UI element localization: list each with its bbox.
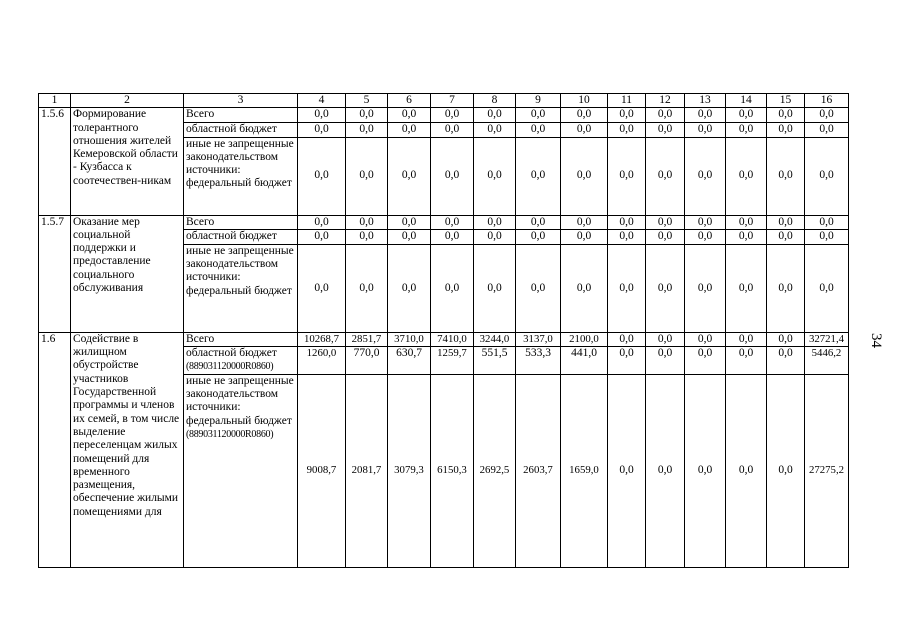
value-cell: 0,0 [474,137,516,215]
value-cell: 0,0 [685,108,726,122]
row-name: Формирование толерантного отношения жителей Кемеровской области - Кузбасса к соотечествен-никам [71,108,184,215]
value-cell: 0,0 [516,137,561,215]
column-header: 14 [726,94,767,108]
page-number: 34 [868,333,884,348]
value-cell: 0,0 [726,374,767,567]
value-cell: 0,0 [346,229,388,244]
value-cell: 0,0 [346,215,388,229]
value-cell: 0,0 [298,229,346,244]
value-cell: 0,0 [685,137,726,215]
value-cell: 0,0 [685,229,726,244]
value-cell: 0,0 [431,108,474,122]
value-cell: 0,0 [346,122,388,137]
funding-source [184,244,298,332]
value-cell: 0,0 [646,108,685,122]
funding-source [184,347,298,375]
value-cell: 0,0 [646,122,685,137]
value-cell: 0,0 [516,229,561,244]
funding-source-label: Всего [186,215,215,228]
value-cell: 1259,7 [431,347,474,375]
value-cell: 0,0 [474,108,516,122]
value-cell: 0,0 [767,215,805,229]
value-cell: 9008,7 [298,374,346,567]
funding-source-code: (889031120000R0860) [186,361,274,373]
value-cell: 630,7 [388,347,431,375]
funding-source-label: Всего [186,332,215,345]
funding-source-label: иные не запрещенные законодательством источники: федеральный бюджет [186,244,294,297]
funding-source-label: иные не запрещенные законодательством источники: федеральный бюджет [186,137,294,190]
header-row [39,94,849,108]
funding-source-label: областной бюджет [186,122,277,135]
value-cell: 0,0 [516,108,561,122]
value-cell: 32721,4 [805,332,849,346]
value-cell: 0,0 [767,108,805,122]
column-header: 2 [71,94,184,108]
table-row [39,108,849,122]
value-cell: 0,0 [346,108,388,122]
value-cell: 2851,7 [346,332,388,346]
value-cell: 0,0 [431,244,474,332]
value-cell: 0,0 [561,229,608,244]
column-header: 3 [184,94,298,108]
value-cell: 0,0 [726,244,767,332]
value-cell: 0,0 [346,244,388,332]
value-cell: 0,0 [767,244,805,332]
value-cell: 10268,7 [298,332,346,346]
column-header: 6 [388,94,431,108]
value-cell: 0,0 [726,122,767,137]
funding-source-code: (889031120000R0860) [186,428,274,440]
value-cell: 0,0 [608,137,646,215]
value-cell: 3244,0 [474,332,516,346]
column-header: 9 [516,94,561,108]
value-cell: 0,0 [298,108,346,122]
funding-source-label: иные не запрещенные законодательством источники: федеральный бюджет [186,374,294,427]
value-cell: 3079,3 [388,374,431,567]
column-header: 7 [431,94,474,108]
value-cell: 1659,0 [561,374,608,567]
column-header: 16 [805,94,849,108]
value-cell: 0,0 [608,374,646,567]
value-cell: 0,0 [388,108,431,122]
value-cell: 0,0 [646,332,685,346]
value-cell: 0,0 [608,108,646,122]
value-cell: 0,0 [767,137,805,215]
value-cell: 0,0 [298,122,346,137]
value-cell: 533,3 [516,347,561,375]
value-cell: 5446,2 [805,347,849,375]
value-cell: 0,0 [767,332,805,346]
value-cell: 0,0 [726,347,767,375]
value-cell: 0,0 [685,374,726,567]
value-cell: 27275,2 [805,374,849,567]
value-cell: 0,0 [646,215,685,229]
column-header: 10 [561,94,608,108]
column-header: 11 [608,94,646,108]
value-cell: 2603,7 [516,374,561,567]
value-cell: 0,0 [685,122,726,137]
funding-source [184,332,298,346]
value-cell: 0,0 [608,332,646,346]
value-cell: 0,0 [516,122,561,137]
value-cell: 0,0 [726,108,767,122]
funding-source [184,229,298,244]
funding-source-label: областной бюджет [186,347,277,360]
value-cell: 0,0 [431,122,474,137]
value-cell: 0,0 [685,244,726,332]
value-cell: 0,0 [608,244,646,332]
value-cell: 2692,5 [474,374,516,567]
value-cell: 0,0 [608,215,646,229]
funding-source-label: Всего [186,108,215,121]
column-header: 1 [39,94,71,108]
value-cell: 7410,0 [431,332,474,346]
value-cell: 0,0 [608,347,646,375]
column-header: 8 [474,94,516,108]
value-cell: 0,0 [388,137,431,215]
value-cell: 0,0 [767,122,805,137]
value-cell: 0,0 [561,215,608,229]
value-cell: 6150,3 [431,374,474,567]
value-cell: 0,0 [805,137,849,215]
value-cell: 0,0 [646,374,685,567]
table-row [39,332,849,346]
value-cell: 0,0 [388,215,431,229]
funding-source [184,374,298,567]
funding-source-label: областной бюджет [186,229,277,242]
value-cell: 0,0 [646,347,685,375]
value-cell: 0,0 [474,244,516,332]
value-cell: 0,0 [767,229,805,244]
value-cell: 0,0 [608,229,646,244]
value-cell: 0,0 [561,137,608,215]
row-code: 1.6 [39,332,71,567]
value-cell: 3137,0 [516,332,561,346]
value-cell: 0,0 [516,244,561,332]
funding-source [184,215,298,229]
table-row [39,215,849,229]
column-header: 5 [346,94,388,108]
value-cell: 0,0 [726,332,767,346]
value-cell: 0,0 [805,108,849,122]
value-cell: 0,0 [298,137,346,215]
value-cell: 0,0 [608,122,646,137]
column-header: 4 [298,94,346,108]
value-cell: 1260,0 [298,347,346,375]
value-cell: 0,0 [726,229,767,244]
value-cell: 0,0 [474,229,516,244]
value-cell: 0,0 [646,137,685,215]
value-cell: 0,0 [646,229,685,244]
value-cell: 0,0 [767,347,805,375]
column-header: 12 [646,94,685,108]
value-cell: 0,0 [805,215,849,229]
value-cell: 0,0 [646,244,685,332]
value-cell: 0,0 [685,215,726,229]
value-cell: 3710,0 [388,332,431,346]
value-cell: 0,0 [298,244,346,332]
value-cell: 0,0 [388,244,431,332]
value-cell: 0,0 [685,347,726,375]
value-cell: 551,5 [474,347,516,375]
value-cell: 0,0 [516,215,561,229]
funding-source [184,108,298,122]
value-cell: 441,0 [561,347,608,375]
value-cell: 0,0 [431,137,474,215]
row-name: Оказание мер социальной поддержки и предоставление социального обслуживания [71,215,184,332]
value-cell: 2081,7 [346,374,388,567]
value-cell: 0,0 [561,108,608,122]
value-cell: 0,0 [431,229,474,244]
value-cell: 770,0 [346,347,388,375]
value-cell: 0,0 [726,137,767,215]
value-cell: 0,0 [805,244,849,332]
value-cell: 0,0 [805,122,849,137]
value-cell: 0,0 [431,215,474,229]
value-cell: 2100,0 [561,332,608,346]
value-cell: 0,0 [474,215,516,229]
funding-source [184,137,298,215]
value-cell: 0,0 [474,122,516,137]
value-cell: 0,0 [346,137,388,215]
row-code: 1.5.7 [39,215,71,332]
row-code: 1.5.6 [39,108,71,215]
value-cell: 0,0 [561,244,608,332]
value-cell: 0,0 [298,215,346,229]
funding-source [184,122,298,137]
value-cell: 0,0 [805,229,849,244]
budget-table [38,93,849,568]
column-header: 13 [685,94,726,108]
value-cell: 0,0 [685,332,726,346]
value-cell: 0,0 [388,122,431,137]
value-cell: 0,0 [561,122,608,137]
column-header: 15 [767,94,805,108]
value-cell: 0,0 [726,215,767,229]
value-cell: 0,0 [388,229,431,244]
value-cell: 0,0 [767,374,805,567]
row-name: Содействие в жилищном обустройстве участников Государственной программы и членов их семей, в том числе выделение переселенцам жилых помещений для временного размещения, обеспечение жилыми помещениями для [71,332,184,567]
